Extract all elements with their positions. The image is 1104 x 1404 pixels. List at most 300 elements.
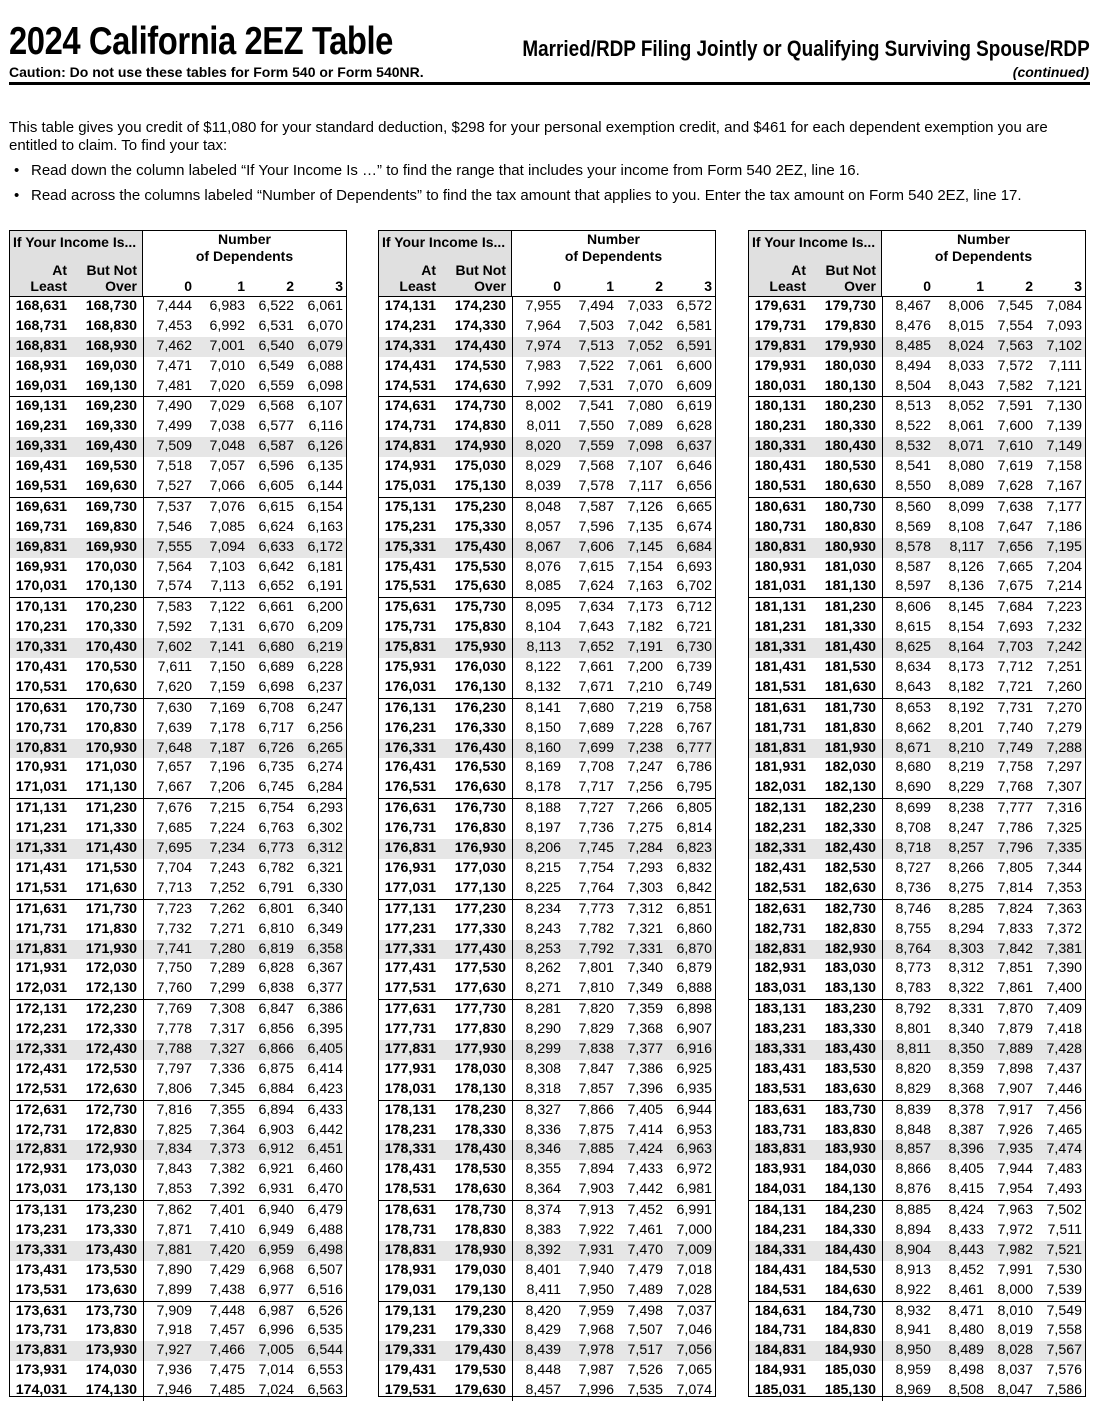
tax-3-dependents: 7,009	[676, 1241, 712, 1258]
income-but-not-over: 181,630	[824, 678, 876, 695]
table-row	[10, 357, 346, 377]
tax-0-dependents: 8,243	[525, 920, 561, 937]
tax-0-dependents: 8,467	[895, 298, 931, 314]
tax-1-dependent: 8,117	[949, 538, 984, 555]
tax-3-dependents: 6,851	[676, 900, 712, 917]
tax-0-dependents: 8,169	[525, 759, 561, 776]
tax-2-dependents: 7,582	[997, 377, 1033, 394]
tax-0-dependents: 7,704	[156, 859, 192, 876]
tax-0-dependents: 7,909	[156, 1302, 192, 1319]
tax-1-dependent: 8,108	[948, 518, 984, 535]
table-row	[10, 1321, 346, 1341]
tax-0-dependents: 7,992	[525, 377, 561, 394]
tax-2-dependents: 7,200	[627, 659, 663, 676]
tax-1-dependent: 8,443	[948, 1241, 984, 1258]
tax-3-dependents: 7,149	[1046, 438, 1082, 455]
tax-3-dependents: 6,637	[676, 438, 712, 455]
tax-3-dependents: 6,656	[676, 478, 712, 495]
tax-0-dependents: 8,178	[525, 779, 561, 796]
tax-0-dependents: 7,555	[156, 538, 192, 555]
tax-2-dependents: 7,768	[997, 779, 1033, 796]
at-least-header: At Least	[399, 262, 436, 294]
income-but-not-over: 170,630	[85, 678, 137, 695]
tax-1-dependent: 8,210	[948, 739, 984, 756]
caution-note: Caution: Do not use these tables for Form 540 or Form 540NR.	[9, 64, 424, 80]
tax-2-dependents: 8,019	[997, 1322, 1033, 1339]
tax-3-dependents: 7,046	[676, 1322, 712, 1339]
dependents-header-title: Number of Dependents	[564, 231, 663, 264]
tax-0-dependents: 8,364	[525, 1181, 561, 1198]
income-but-not-over: 182,030	[824, 759, 876, 776]
tax-0-dependents: 8,122	[525, 659, 561, 676]
income-at-least: 175,031	[384, 478, 436, 495]
row-group	[749, 799, 1085, 899]
tax-1-dependent: 7,931	[578, 1241, 614, 1258]
tax-3-dependents: 7,167	[1046, 478, 1082, 495]
income-at-least: 176,531	[384, 779, 436, 796]
tax-3-dependents: 6,684	[676, 538, 712, 555]
tax-1-dependent: 8,173	[948, 659, 984, 676]
tax-1-dependent: 7,382	[209, 1161, 245, 1178]
table-row	[749, 1302, 1085, 1322]
tax-1-dependent: 8,452	[948, 1261, 984, 1278]
tax-3-dependents: 7,381	[1046, 940, 1082, 957]
income-but-not-over: 171,930	[85, 940, 137, 957]
tax-1-dependent: 7,838	[578, 1040, 614, 1057]
tax-1-dependent: 8,340	[948, 1021, 984, 1038]
tax-2-dependents: 7,703	[997, 639, 1033, 656]
income-but-not-over: 182,230	[824, 800, 876, 817]
tax-2-dependents: 6,875	[258, 1060, 294, 1077]
tax-3-dependents: 7,539	[1046, 1281, 1082, 1298]
tax-3-dependents: 6,302	[307, 820, 343, 837]
tax-0-dependents: 7,899	[156, 1281, 192, 1298]
dependents-col-0: 0	[553, 278, 561, 294]
tax-0-dependents: 8,029	[525, 458, 561, 475]
table-row	[10, 577, 346, 597]
tax-2-dependents: 7,638	[997, 498, 1033, 515]
tax-3-dependents: 6,991	[676, 1202, 712, 1219]
tax-0-dependents: 7,667	[156, 779, 192, 796]
tax-1-dependent: 8,415	[948, 1181, 984, 1198]
income-but-not-over: 179,030	[454, 1261, 506, 1278]
tax-2-dependents: 7,163	[627, 578, 663, 595]
income-at-least: 174,531	[384, 377, 436, 394]
income-at-least: 175,231	[384, 518, 436, 535]
tax-3-dependents: 6,516	[307, 1281, 343, 1298]
tax-2-dependents: 7,135	[627, 518, 663, 535]
income-at-least: 172,331	[15, 1040, 67, 1057]
tax-3-dependents: 7,390	[1046, 960, 1082, 977]
income-at-least: 184,431	[754, 1261, 806, 1278]
row-group	[749, 699, 1085, 799]
income-but-not-over: 175,330	[454, 518, 506, 535]
income-but-not-over: 175,930	[454, 639, 506, 656]
tax-3-dependents: 7,018	[676, 1261, 712, 1278]
table-row	[749, 377, 1085, 397]
tax-3-dependents: 6,795	[676, 779, 712, 796]
income-but-not-over: 169,830	[85, 518, 137, 535]
income-at-least: 177,031	[384, 879, 436, 896]
tax-1-dependent: 7,503	[578, 317, 614, 334]
income-at-least: 181,231	[754, 619, 806, 636]
tax-1-dependent: 8,145	[948, 599, 984, 616]
tax-3-dependents: 7,056	[676, 1342, 712, 1359]
table-row	[379, 979, 715, 999]
income-at-least: 168,831	[15, 337, 67, 354]
tax-3-dependents: 7,242	[1046, 639, 1082, 656]
tax-2-dependents: 6,773	[258, 840, 294, 857]
tax-1-dependent: 8,322	[948, 980, 984, 997]
table-row	[749, 437, 1085, 457]
tax-3-dependents: 6,777	[676, 739, 712, 756]
income-but-not-over: 173,030	[85, 1161, 137, 1178]
income-but-not-over: 183,030	[824, 960, 876, 977]
tax-0-dependents: 8,002	[525, 398, 561, 415]
table-row	[749, 799, 1085, 819]
income-but-not-over: 180,730	[824, 498, 876, 515]
tax-2-dependents: 7,982	[997, 1241, 1033, 1258]
tax-0-dependents: 8,783	[895, 980, 931, 997]
tax-2-dependents: 6,577	[258, 418, 294, 435]
tax-1-dependent: 7,038	[209, 418, 245, 435]
tax-3-dependents: 6,163	[307, 518, 343, 535]
table-row	[379, 1381, 715, 1401]
income-but-not-over: 175,030	[454, 458, 506, 475]
tax-2-dependents: 7,284	[627, 840, 663, 857]
table-row	[379, 658, 715, 678]
tax-0-dependents: 7,574	[156, 578, 192, 595]
income-but-not-over: 184,230	[824, 1202, 876, 1219]
income-but-not-over: 173,430	[85, 1241, 137, 1258]
tax-0-dependents: 8,662	[895, 719, 931, 736]
table-row	[379, 1201, 715, 1221]
tax-0-dependents: 8,569	[895, 518, 931, 535]
table-row	[10, 1281, 346, 1301]
tax-3-dependents: 6,460	[307, 1161, 343, 1178]
tax-0-dependents: 7,769	[156, 1001, 192, 1018]
tax-0-dependents: 8,234	[525, 900, 561, 917]
tax-table-3	[748, 230, 1086, 1397]
income-at-least: 171,331	[15, 840, 67, 857]
income-at-least: 169,031	[15, 377, 67, 394]
tax-0-dependents: 7,564	[156, 558, 192, 575]
tax-3-dependents: 7,456	[1046, 1101, 1082, 1118]
tax-3-dependents: 6,823	[676, 840, 712, 857]
income-at-least: 175,531	[384, 578, 436, 595]
table-row	[10, 1180, 346, 1200]
income-but-not-over: 183,530	[824, 1060, 876, 1077]
table-row	[379, 920, 715, 940]
income-at-least: 180,531	[754, 478, 806, 495]
tax-0-dependents: 8,215	[525, 859, 561, 876]
tax-3-dependents: 6,628	[676, 418, 712, 435]
tax-2-dependents: 7,479	[627, 1261, 663, 1278]
tax-3-dependents: 7,316	[1046, 800, 1082, 817]
table-row	[10, 979, 346, 999]
tax-1-dependent: 7,475	[209, 1362, 245, 1379]
tax-2-dependents: 7,191	[627, 639, 663, 656]
tax-0-dependents: 8,132	[525, 678, 561, 695]
tax-2-dependents: 7,963	[997, 1202, 1033, 1219]
tax-1-dependent: 7,355	[209, 1101, 245, 1118]
table-row	[10, 638, 346, 658]
tax-2-dependents: 7,647	[997, 518, 1033, 535]
tax-0-dependents: 8,039	[525, 478, 561, 495]
tax-3-dependents: 6,535	[307, 1322, 343, 1339]
tax-0-dependents: 8,913	[895, 1261, 931, 1278]
tax-0-dependents: 7,750	[156, 960, 192, 977]
tax-2-dependents: 7,275	[627, 820, 663, 837]
tax-1-dependent: 7,987	[578, 1362, 614, 1379]
dependents-col-1: 1	[237, 278, 245, 294]
tax-3-dependents: 7,307	[1046, 779, 1082, 796]
tax-1-dependent: 7,550	[578, 418, 614, 435]
tax-3-dependents: 6,721	[676, 619, 712, 636]
income-at-least: 169,231	[15, 418, 67, 435]
income-but-not-over: 172,630	[85, 1080, 137, 1097]
tax-2-dependents: 6,782	[258, 859, 294, 876]
tax-0-dependents: 8,048	[525, 498, 561, 515]
row-group	[749, 1101, 1085, 1201]
tax-2-dependents: 7,712	[997, 659, 1033, 676]
tax-1-dependent: 7,671	[578, 678, 614, 695]
tax-1-dependent: 8,387	[948, 1121, 984, 1138]
tax-1-dependent: 8,461	[948, 1281, 984, 1298]
tax-0-dependents: 7,834	[156, 1141, 192, 1158]
tax-1-dependent: 7,234	[209, 840, 245, 857]
tax-2-dependents: 7,154	[627, 558, 663, 575]
income-at-least: 175,631	[384, 599, 436, 616]
income-but-not-over: 180,130	[824, 377, 876, 394]
tax-3-dependents: 6,805	[676, 800, 712, 817]
income-but-not-over: 173,230	[85, 1202, 137, 1219]
tax-2-dependents: 6,549	[258, 357, 294, 374]
table-row	[749, 1321, 1085, 1341]
income-but-not-over: 177,530	[454, 960, 506, 977]
tax-0-dependents: 7,890	[156, 1261, 192, 1278]
tax-1-dependent: 7,773	[578, 900, 614, 917]
income-but-not-over: 169,530	[85, 458, 137, 475]
tax-3-dependents: 6,972	[676, 1161, 712, 1178]
tax-3-dependents: 7,511	[1047, 1221, 1082, 1238]
income-but-not-over: 171,630	[85, 879, 137, 896]
tax-2-dependents: 7,721	[997, 678, 1033, 695]
tax-3-dependents: 7,437	[1046, 1060, 1082, 1077]
tax-0-dependents: 7,723	[156, 900, 192, 917]
tax-2-dependents: 7,089	[627, 418, 663, 435]
tax-2-dependents: 6,866	[258, 1040, 294, 1057]
income-but-not-over: 176,530	[454, 759, 506, 776]
income-but-not-over: 184,130	[824, 1181, 876, 1198]
table-row	[10, 678, 346, 698]
tax-2-dependents: 7,665	[997, 558, 1033, 575]
row-group	[10, 1302, 346, 1401]
tax-2-dependents: 7,824	[997, 900, 1033, 917]
income-at-least: 168,731	[15, 317, 67, 334]
income-at-least: 171,931	[15, 960, 67, 977]
tax-1-dependent: 8,154	[948, 619, 984, 636]
dependents-header-title: Number of Dependents	[934, 231, 1033, 264]
tax-2-dependents: 7,219	[627, 699, 663, 716]
tax-0-dependents: 8,699	[895, 800, 931, 817]
tax-1-dependent: 6,983	[209, 298, 245, 314]
tax-3-dependents: 6,367	[307, 960, 343, 977]
income-at-least: 174,731	[384, 418, 436, 435]
tax-3-dependents: 7,474	[1046, 1141, 1082, 1158]
tax-1-dependent: 8,015	[948, 317, 984, 334]
income-but-not-over: 174,430	[454, 337, 506, 354]
tax-2-dependents: 6,856	[258, 1021, 294, 1038]
income-at-least: 178,831	[384, 1241, 436, 1258]
tax-1-dependent: 8,219	[948, 759, 984, 776]
income-at-least: 181,931	[754, 759, 806, 776]
tax-2-dependents: 7,879	[997, 1021, 1033, 1038]
tax-2-dependents: 7,675	[997, 578, 1033, 595]
tax-3-dependents: 6,553	[307, 1362, 343, 1379]
tax-1-dependent: 7,634	[578, 599, 614, 616]
tax-2-dependents: 7,758	[997, 759, 1033, 776]
tax-2-dependents: 7,293	[627, 859, 663, 876]
table-row	[749, 699, 1085, 719]
tax-0-dependents: 8,504	[895, 377, 931, 394]
income-but-not-over: 174,230	[454, 298, 506, 314]
tax-3-dependents: 6,126	[307, 438, 343, 455]
tax-1-dependent: 8,508	[948, 1382, 984, 1399]
income-at-least: 174,931	[384, 458, 436, 475]
income-at-least: 170,231	[15, 619, 67, 636]
tax-2-dependents: 7,489	[627, 1281, 663, 1298]
income-but-not-over: 181,330	[824, 619, 876, 636]
tax-0-dependents: 7,509	[156, 438, 192, 455]
tax-2-dependents: 7,414	[627, 1121, 663, 1138]
tax-3-dependents: 7,558	[1046, 1322, 1082, 1339]
tax-1-dependent: 7,103	[209, 558, 245, 575]
tax-2-dependents: 7,870	[997, 1001, 1033, 1018]
income-at-least: 175,331	[384, 538, 436, 555]
tax-0-dependents: 8,439	[525, 1342, 561, 1359]
tax-1-dependent: 8,247	[948, 820, 984, 837]
tax-1-dependent: 7,950	[578, 1281, 614, 1298]
table-row	[749, 618, 1085, 638]
tax-1-dependent: 7,606	[578, 538, 614, 555]
tax-2-dependents: 6,559	[258, 377, 294, 394]
table-row	[749, 920, 1085, 940]
tax-1-dependent: 7,364	[209, 1121, 245, 1138]
income-at-least: 172,131	[15, 1001, 67, 1018]
income-but-not-over: 173,830	[85, 1322, 137, 1339]
income-at-least: 179,631	[754, 298, 806, 314]
tax-2-dependents: 7,842	[997, 940, 1033, 957]
income-at-least: 180,331	[754, 438, 806, 455]
income-at-least: 172,231	[15, 1021, 67, 1038]
tax-0-dependents: 7,648	[156, 739, 192, 756]
tax-2-dependents: 6,894	[258, 1101, 294, 1118]
table-row	[749, 477, 1085, 497]
tax-0-dependents: 8,792	[895, 1001, 931, 1018]
income-at-least: 175,431	[384, 558, 436, 575]
table-row	[379, 1000, 715, 1020]
table-row	[379, 1302, 715, 1322]
table-row	[749, 598, 1085, 618]
tax-0-dependents: 8,885	[895, 1202, 931, 1219]
table-row	[749, 719, 1085, 739]
income-at-least: 183,031	[754, 980, 806, 997]
income-but-not-over: 183,130	[824, 980, 876, 997]
tax-1-dependent: 8,266	[948, 859, 984, 876]
tax-1-dependent: 7,001	[209, 337, 245, 354]
tax-2-dependents: 7,889	[997, 1040, 1033, 1057]
tax-3-dependents: 6,916	[676, 1040, 712, 1057]
income-at-least: 177,431	[384, 960, 436, 977]
income-at-least: 170,631	[15, 699, 67, 716]
tax-1-dependent: 7,113	[210, 578, 245, 595]
table-row	[10, 1361, 346, 1381]
income-but-not-over: 177,330	[454, 920, 506, 937]
income-but-not-over: 168,830	[85, 317, 137, 334]
income-but-not-over: 169,230	[85, 398, 137, 415]
table-row	[10, 558, 346, 578]
tax-0-dependents: 8,866	[895, 1161, 931, 1178]
income-but-not-over: 183,330	[824, 1021, 876, 1038]
table-row	[10, 297, 346, 317]
income-but-not-over: 181,430	[824, 639, 876, 656]
tax-3-dependents: 6,953	[676, 1121, 712, 1138]
tax-2-dependents: 6,791	[258, 879, 294, 896]
income-but-not-over: 177,030	[454, 859, 506, 876]
income-but-not-over: 184,530	[824, 1261, 876, 1278]
tax-2-dependents: 6,698	[258, 678, 294, 695]
table-row	[379, 538, 715, 558]
tax-3-dependents: 6,116	[308, 418, 343, 435]
tax-1-dependent: 7,903	[578, 1181, 614, 1198]
table-row	[10, 1020, 346, 1040]
income-but-not-over: 171,330	[85, 820, 137, 837]
income-at-least: 176,631	[384, 800, 436, 817]
income-but-not-over: 173,530	[85, 1261, 137, 1278]
tax-1-dependent: 8,043	[948, 377, 984, 394]
tax-0-dependents: 8,969	[895, 1382, 931, 1399]
income-at-least: 183,731	[754, 1121, 806, 1138]
tax-3-dependents: 6,581	[676, 317, 712, 334]
tax-3-dependents: 7,363	[1046, 900, 1082, 917]
tax-3-dependents: 6,312	[307, 840, 343, 857]
tax-3-dependents: 6,172	[307, 538, 343, 555]
tax-1-dependent: 8,192	[948, 699, 984, 716]
tax-3-dependents: 6,935	[676, 1080, 712, 1097]
tax-1-dependent: 8,480	[948, 1322, 984, 1339]
tax-1-dependent: 8,275	[948, 879, 984, 896]
income-at-least: 169,531	[15, 478, 67, 495]
row-group	[10, 297, 346, 397]
income-at-least: 170,031	[15, 578, 67, 595]
income-at-least: 176,331	[384, 739, 436, 756]
tax-0-dependents: 8,206	[525, 840, 561, 857]
dependents-header	[512, 231, 715, 296]
tax-2-dependents: 7,452	[627, 1202, 663, 1219]
tax-3-dependents: 7,251	[1046, 659, 1082, 676]
tax-0-dependents: 8,318	[525, 1080, 561, 1097]
income-at-least: 180,131	[754, 398, 806, 415]
income-at-least: 178,031	[384, 1080, 436, 1097]
income-at-least: 176,131	[384, 699, 436, 716]
row-group	[10, 498, 346, 598]
tax-2-dependents: 7,052	[627, 337, 663, 354]
tax-3-dependents: 7,093	[1046, 317, 1082, 334]
tax-1-dependent: 7,764	[578, 879, 614, 896]
tax-2-dependents: 7,312	[627, 900, 663, 917]
tax-0-dependents: 7,639	[156, 719, 192, 736]
